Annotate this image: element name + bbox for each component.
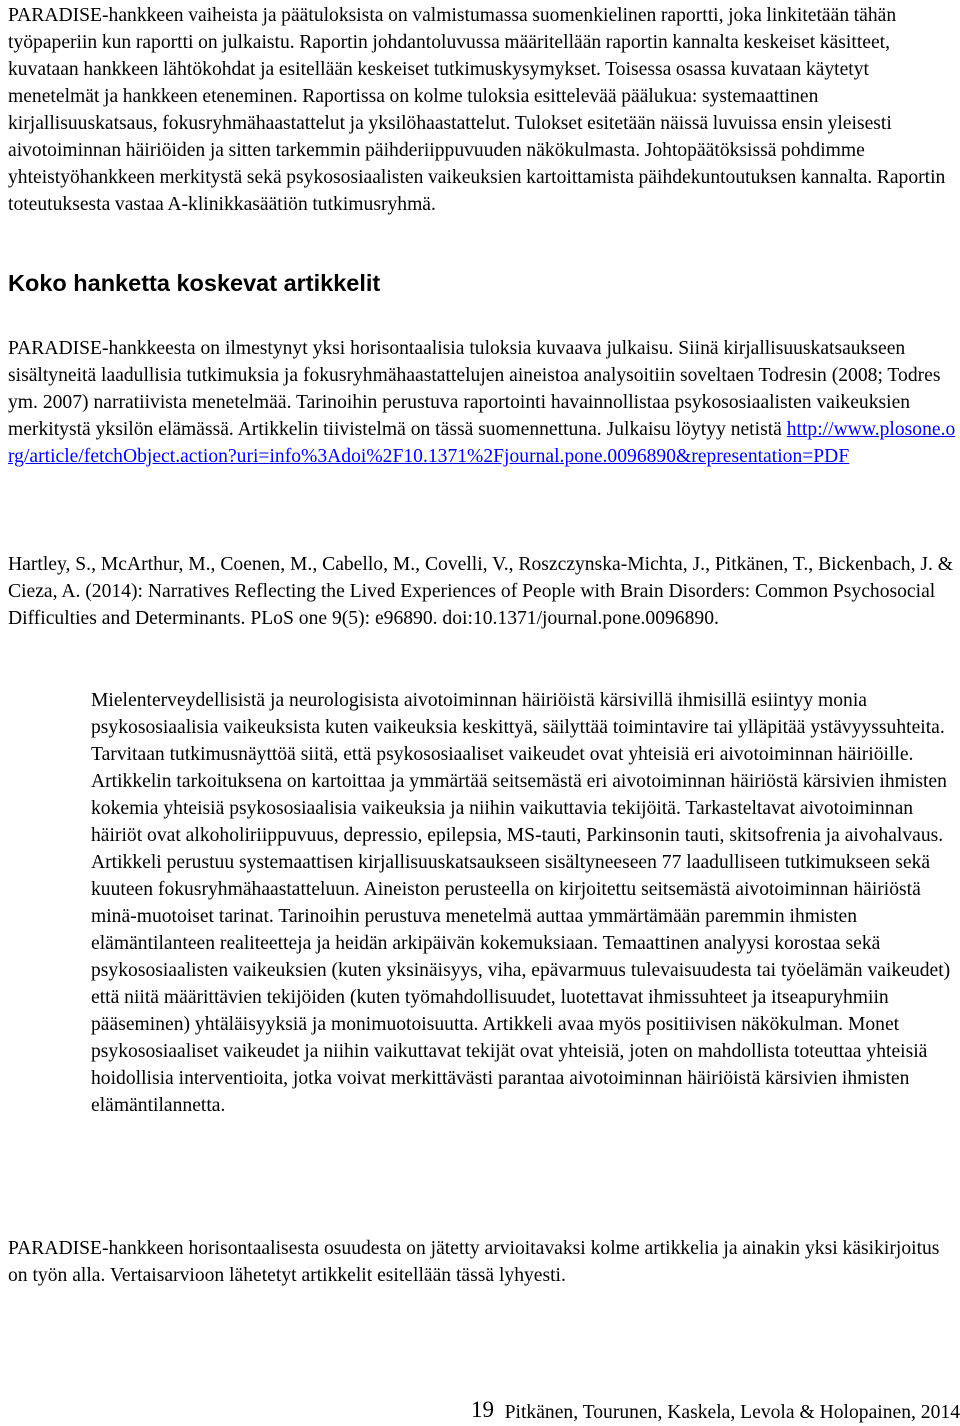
article-paragraph-text: PARADISE-hankkeesta on ilmestynyt yksi horisontaalisia tuloksia kuvaava julkaisu. Siinä kirjallisuuskatsaukseen sisältyneitä laadullisia tutkimuksia ja fokusryhmähaastattelujen aineistoa analysoitiin soveltaen Todresin (2008; Todres ym. 2007) narratiivista menetelmää. Tarinoihin perustuva raportointi havainnollistaa psykososiaalisten vaikeuksien merkitystä yksilön elämässä. Artikkelin tiivistelmä on tässä suomennettuna. Julkaisu löytyy netistä (8, 338, 941, 440)
page-footer (8, 1395, 960, 1425)
section-heading: Koko hanketta koskevat artikkelit (8, 270, 381, 296)
footer-authors: Pitkänen, Tourunen, Kaskela, Levola & Holopainen, 2014 (504, 1402, 960, 1423)
citation-paragraph: Hartley, S., McArthur, M., Coenen, M., Cabello, M., Covelli, V., Roszczynska-Michta, J., Pitkänen, T., Bickenbach, J. & Cieza, A. (2014): Narratives Reflecting the Lived Experiences of People with Brain Disorders: Common Psychosocial Difficulties and Determinants. PLoS one 9(5): e96890. doi:10.1371/journal.pone.0096890. (8, 554, 954, 629)
closing-paragraph: PARADISE-hankkeen horisontaalisesta osuudesta on jätetty arvioitavaksi kolme artikkelia ja ainakin yksi käsikirjoitus on työn alla. Vertaisarvioon lähetetyt artikkelit esitellään tässä lyhyesti. (8, 1238, 940, 1286)
document-page (8, 2, 960, 1423)
article-paragraph (8, 335, 958, 470)
abstract-paragraph: Mielenterveydellisistä ja neurologisista aivotoiminnan häiriöistä kärsivillä ihmisillä esiintyy monia psykososiaalisia vaikeuksista kuten vaikeuksia keskittyä, säilyttää toimintavire tai ylläpitää ystävyyssuhteita. Tarvitaan tutkimusnäyttöä siitä, että psykososiaaliset vaikeudet ovat yhteisiä eri aivotoiminnan häiriöille. Artikkelin tarkoituksena on kartoittaa ja ymmärtää seitsemästä eri aivotoiminnan häiriöstä kärsivien ihmisten kokemia yhteisiä psykososiaalisia vaikeuksia ja niihin vaikuttavia tekijöitä. Tarkasteltavat aivotoiminnan häiriöt ovat alkoholiriippuvuus, depressio, epilepsia, MS-tauti, Parkinsonin tauti, skitsofrenia ja aivohalvaus. Artikkeli perustuu systemaattisen kirjallisuuskatsaukseen sisältyneeseen 77 laadulliseen tutkimukseen sekä kuuteen fokusryhmähaastatteluun. Aineiston perusteella on kirjoitettu seitsemästä aivotoiminnan häiriöstä minä-muotoiset tarinat. Tarinoihin perustuva menetelmä auttaa ymmärtämään paremmin ihmisten elämäntilanteen realiteetteja ja heidän arkipäivän kokemuksiaan. Temaattinen analyysi korostaa sekä psykososiaalisten vaikeuksien (kuten yksinäisyys, viha, epävarmuus tulevaisuudesta tai työelämän vaikeudet) että niitä määrittävien tekijöiden (kuten työmahdollisuudet, luotettavat ihmissuhteet ja itseapuryhmiin pääseminen) yhtäläisyyksiä ja monimuotoisuutta. Artikkeli avaa myös positiivisen näkökulman. Monet psykososiaaliset vaikeudet ja niihin vaikuttavat tekijät ovat yhteisiä, joten on mahdollista toteuttaa yhteisiä hoidollisia interventioita, jotka voivat merkittävästi parantaa aivotoiminnan häiriöistä kärsivien ihmisten elämäntilannetta. (91, 690, 951, 1116)
intro-paragraph: PARADISE-hankkeen vaiheista ja päätuloksista on valmistumassa suomenkielinen raportti, joka linkitetään tähän työpaperiin kun raportti on julkaistu. Raportin johdantoluvussa määritellään raportin kannalta keskeiset käsitteet, kuvataan hankkeen lähtökohdat ja esitellään keskeiset tutkimuskysymykset. Toisessa osassa kuvataan käytetyt menetelmät ja hankkeen eteneminen. Raportissa on kolme tuloksia esittelevää päälukua: systemaattinen kirjallisuuskatsaus, fokusryhmähaastattelut ja yksilöhaastattelut. Tulokset esitetään näissä luvuissa ensin yleisesti aivotoiminnan häiriöiden ja sitten tarkemmin päihderiippuvuuden näkökulmasta. Johtopäätöksissä pohdimme yhteistyöhankkeen merkitystä sekä psykososiaalisten vaikeuksien kartoittamista päihdekuntoutuksen kannalta. Raportin toteutuksesta vastaa A-klinikkasäätiön tutkimusryhmä. (8, 5, 946, 215)
page-number: 19 (471, 1397, 494, 1422)
publication-link[interactable]: http://www.plosone.org/article/fetchObject.action?uri=info%3Adoi%2F10.1371%2Fjournal.pone.0096890&representation=PDF (8, 419, 956, 467)
